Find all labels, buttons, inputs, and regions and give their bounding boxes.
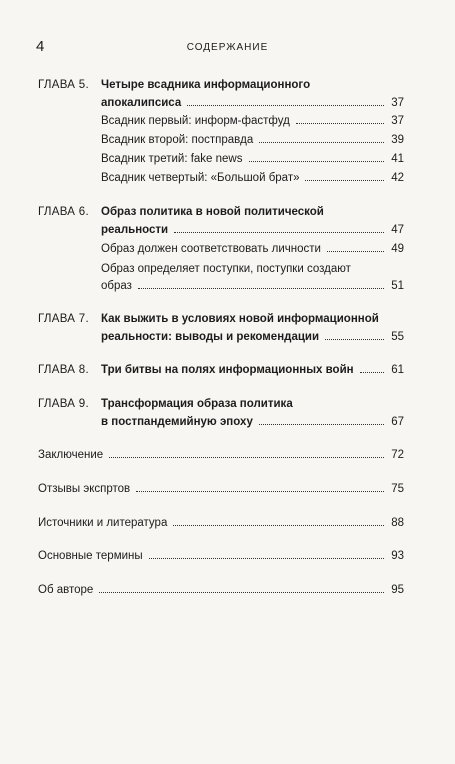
dot-leader <box>109 457 384 458</box>
dot-leader <box>305 180 384 181</box>
chapter-title[interactable]: Образ политика в новой политической <box>101 206 324 218</box>
chapter-label: ГЛАВА 8. <box>38 364 89 376</box>
page-ref: 88 <box>391 517 404 529</box>
section-title: образ <box>101 280 132 292</box>
page-ref: 51 <box>391 280 404 292</box>
chapter-title[interactable]: Четыре всадника информационного <box>101 79 311 91</box>
section-title: Всадник первый: информ-фастфуд <box>101 115 290 127</box>
chapter-title: реальности <box>101 224 169 236</box>
dot-leader <box>99 592 384 593</box>
page-ref: 41 <box>391 153 404 165</box>
dot-leader <box>138 288 384 289</box>
toc-entry[interactable] <box>101 364 404 380</box>
section-title: Отзывы экспртов <box>38 483 131 495</box>
dot-leader <box>173 525 384 526</box>
chapter-title: Три битвы на полях информационных войн <box>101 364 354 376</box>
toc-entry[interactable] <box>101 280 404 296</box>
toc-entry[interactable] <box>38 584 404 600</box>
chapter-label: ГЛАВА 6. <box>38 206 89 218</box>
section-title: Всадник второй: постправда <box>101 134 254 146</box>
page-ref: 75 <box>391 483 404 495</box>
toc-entry[interactable] <box>38 449 404 465</box>
dot-leader <box>296 123 384 124</box>
page-ref: 49 <box>391 243 404 255</box>
page-ref: 42 <box>391 172 404 184</box>
chapter-label: ГЛАВА 7. <box>38 313 89 325</box>
dot-leader <box>249 161 385 162</box>
chapter-title: апокалипсиса <box>101 97 182 109</box>
page-ref: 61 <box>391 364 404 376</box>
dot-leader <box>327 251 384 252</box>
toc-entry[interactable] <box>101 115 404 131</box>
page-ref: 39 <box>391 134 404 146</box>
dot-leader <box>259 142 384 143</box>
section-title: Всадник третий: fake news <box>101 153 243 165</box>
dot-leader <box>149 558 384 559</box>
section-title: Всадник четвертый: «Большой брат» <box>101 172 300 184</box>
running-head: СОДЕРЖАНИЕ <box>186 42 269 53</box>
chapter-title[interactable]: Как выжить в условиях новой информационной <box>101 313 379 325</box>
section-title: Об авторе <box>38 584 94 596</box>
toc-entry[interactable] <box>101 416 404 432</box>
page-ref: 55 <box>391 331 404 343</box>
toc-entry[interactable] <box>101 224 404 240</box>
section-title: Основные термины <box>38 550 143 562</box>
toc-entry[interactable] <box>101 134 404 150</box>
dot-leader <box>259 424 384 425</box>
page-ref: 37 <box>391 115 404 127</box>
page-ref: 47 <box>391 224 404 236</box>
dot-leader <box>187 105 384 106</box>
toc-entry[interactable] <box>38 550 404 566</box>
dot-leader <box>174 232 384 233</box>
toc-entry[interactable] <box>38 483 404 499</box>
page-ref: 95 <box>391 584 404 596</box>
section-title[interactable]: Образ определяет поступки, поступки создают <box>101 263 351 275</box>
page-ref: 93 <box>391 550 404 562</box>
toc-entry[interactable] <box>101 331 404 347</box>
dot-leader <box>360 372 384 373</box>
toc-entry[interactable] <box>101 243 404 259</box>
page-ref: 37 <box>391 97 404 109</box>
section-title: Образ должен соответствовать личности <box>101 243 321 255</box>
toc-entry[interactable] <box>101 153 404 169</box>
toc-entry[interactable] <box>38 517 404 533</box>
page-ref: 67 <box>391 416 404 428</box>
section-title: Заключение <box>38 449 104 461</box>
chapter-title: в постпандемийную эпоху <box>101 416 253 428</box>
dot-leader <box>136 491 384 492</box>
dot-leader <box>325 339 384 340</box>
chapter-title[interactable]: Трансформация образа политика <box>101 398 293 410</box>
page-number: 4 <box>36 38 45 55</box>
chapter-label: ГЛАВА 9. <box>38 398 89 410</box>
page-ref: 72 <box>391 449 404 461</box>
chapter-title: реальности: выводы и рекомендации <box>101 331 320 343</box>
section-title: Источники и литература <box>38 517 168 529</box>
chapter-label: ГЛАВА 5. <box>38 79 89 91</box>
toc-entry[interactable] <box>101 97 404 113</box>
toc-entry[interactable] <box>101 172 404 188</box>
